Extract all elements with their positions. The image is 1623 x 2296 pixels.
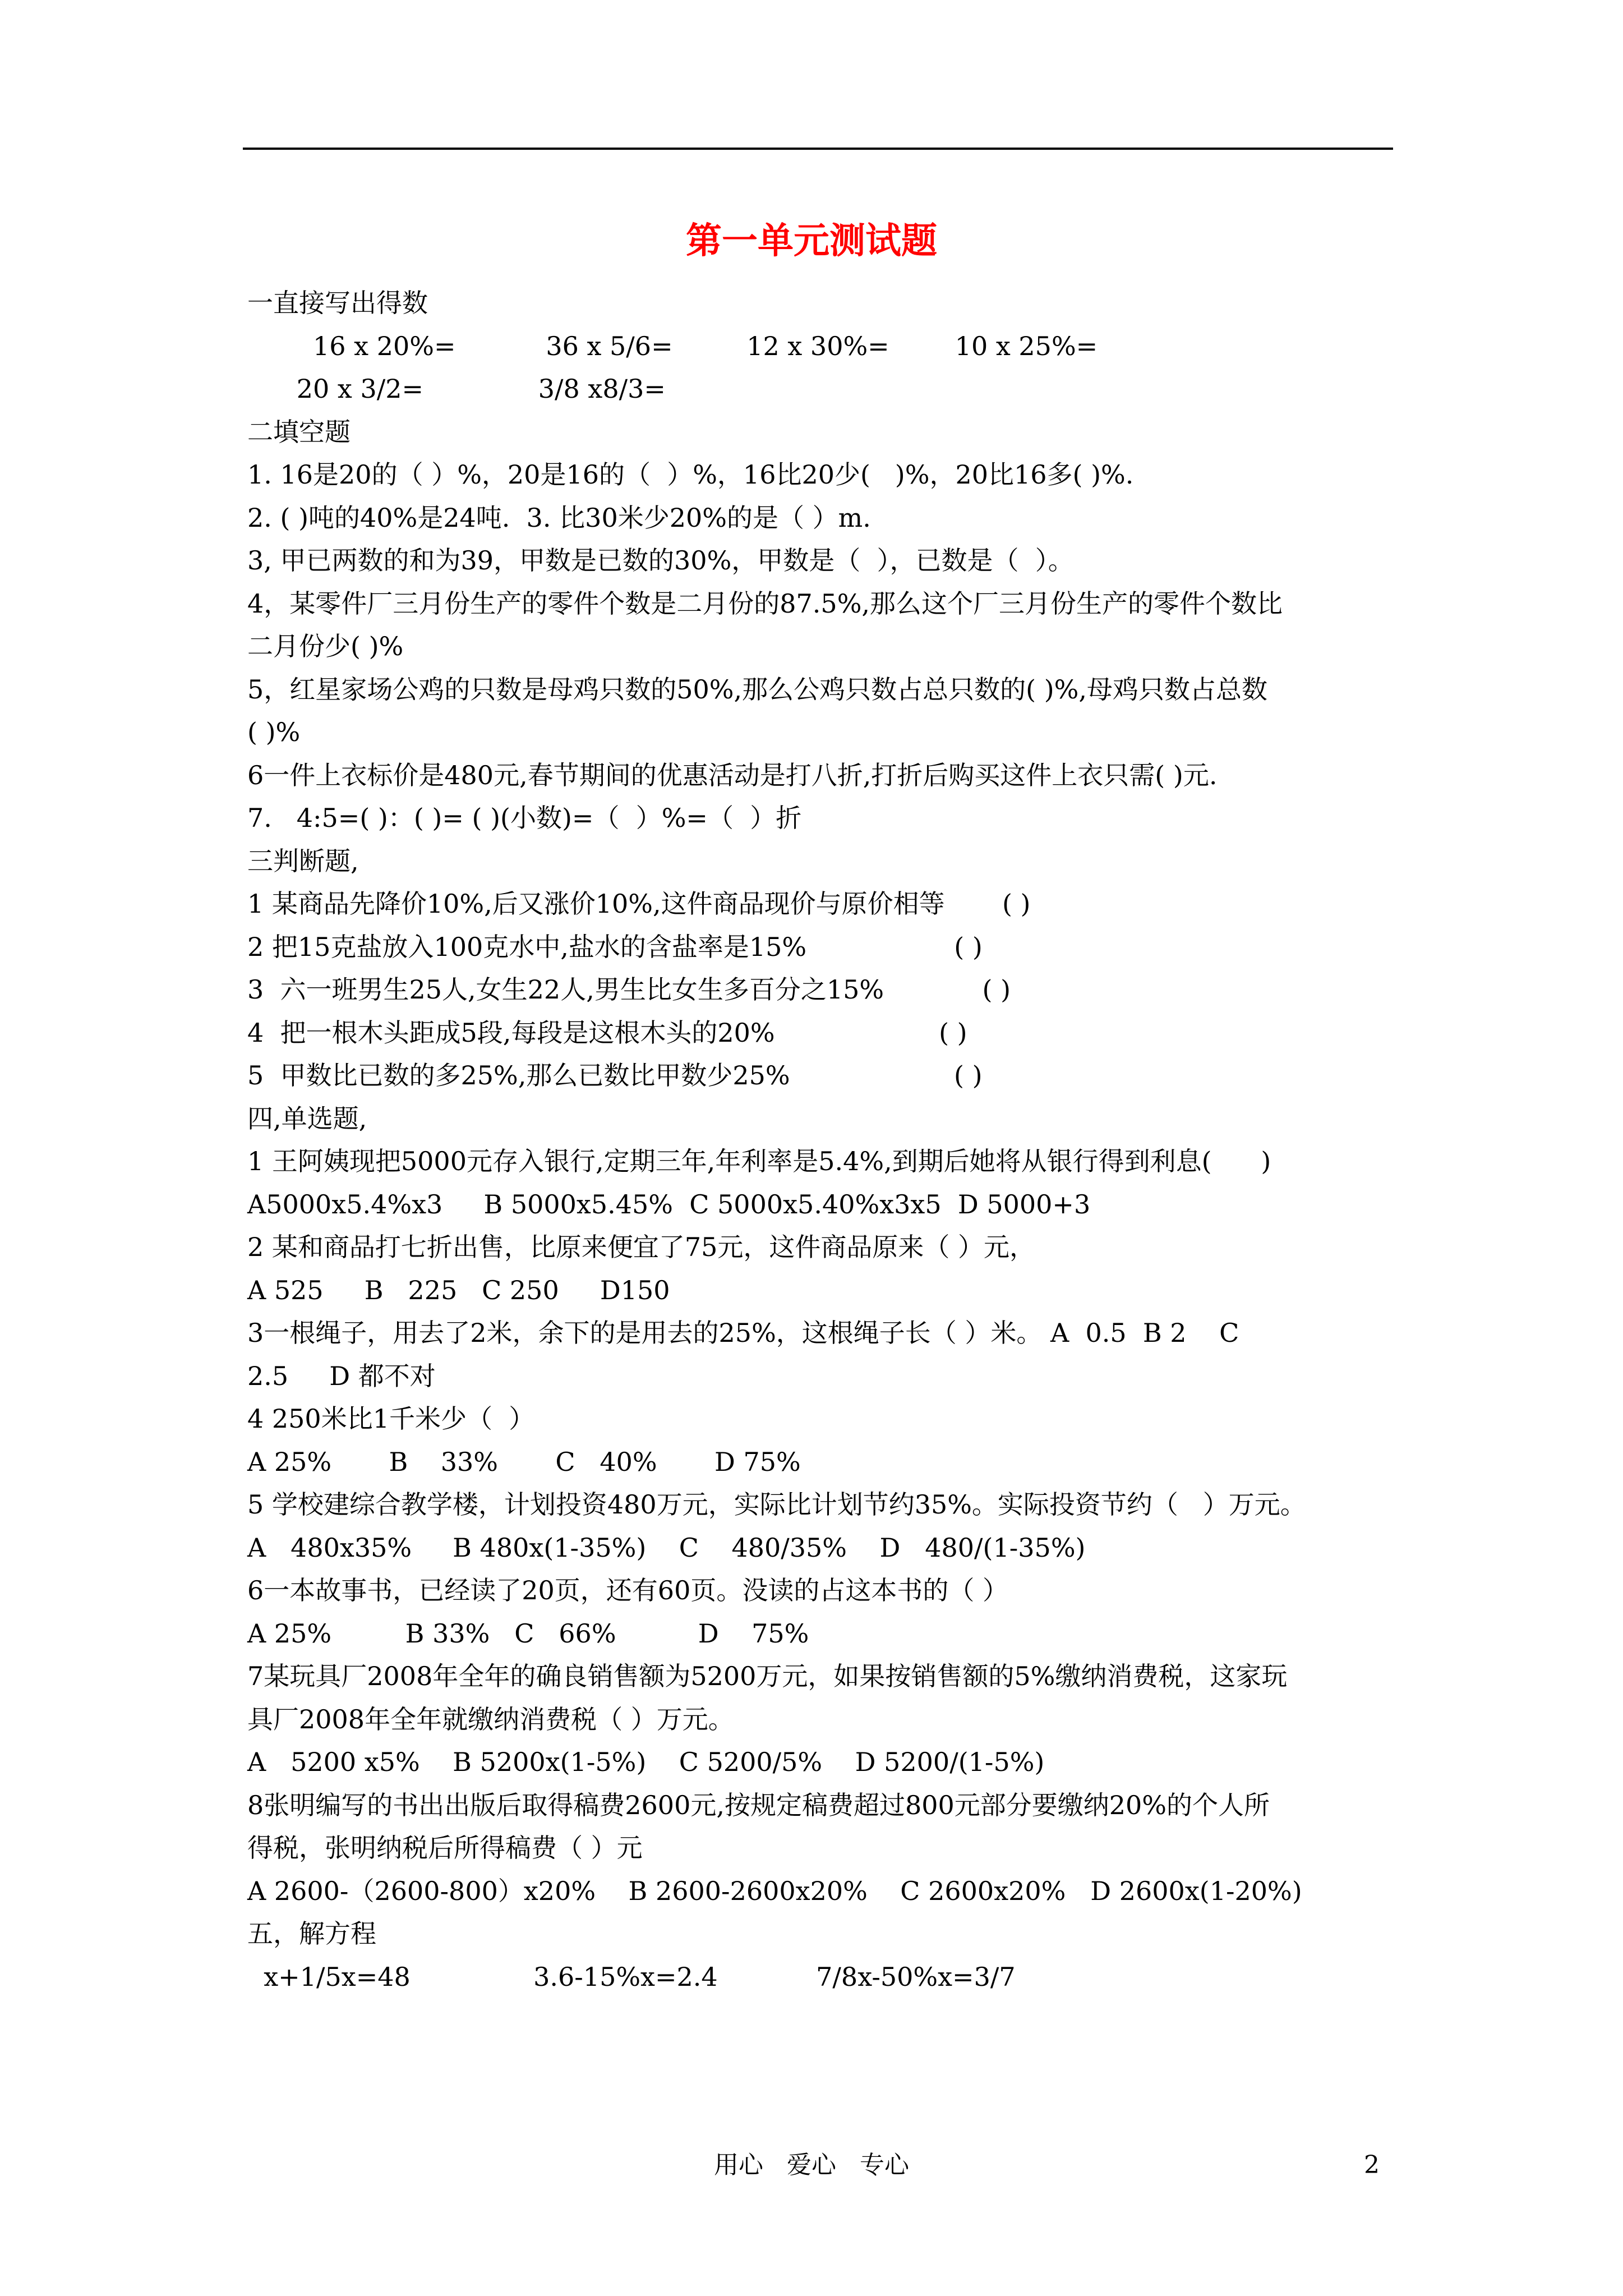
text-line: 20 x 3/2= 3/8 x8/3=: [247, 374, 666, 404]
text-line: 2. ( )吨的40%是24吨. 3. 比30米少20%的是（ ）m.: [247, 502, 871, 533]
text-line: A 25% B 33% C 66% D 75%: [247, 1618, 809, 1649]
section-heading-fill-in: 二填空题: [247, 416, 351, 447]
text-line: 1 某商品先降价10%,后又涨价10%,这件商品现价与原价相等 ( ): [247, 889, 1031, 919]
section-heading-equations: 五，解方程: [247, 1918, 376, 1949]
text-line: A 5200 x5% B 5200x(1-5%) C 5200/5% D 5200/(1-5%): [247, 1747, 1045, 1777]
text-line: A5000x5.4%x3 B 5000x5.45% C 5000x5.40%x3x5 D 5000+3: [247, 1189, 1091, 1220]
text-line: 4 把一根木头距成5段,每段是这根木头的20% ( ): [247, 1017, 967, 1048]
section-heading-direct-answers: 一直接写出得数: [247, 288, 428, 318]
page-number: 2: [1364, 2151, 1380, 2179]
text-line: 4 250米比1千米少（ ）: [247, 1404, 535, 1434]
text-line: 1. 16是20的（ ）%，20是16的（ ）%，16比20少( )%，20比16多( )%.: [247, 459, 1134, 490]
text-line: 具厂2008年全年就缴纳消费税（ ）万元。: [247, 1704, 734, 1734]
text-line: A 25% B 33% C 40% D 75%: [247, 1446, 801, 1477]
text-line: 6一件上衣标价是480元,春节期间的优惠活动是打八折,打折后购买这件上衣只需( )元.: [247, 760, 1218, 790]
text-line: 2.5 D 都不对: [247, 1360, 436, 1391]
text-line: A 480x35% B 480x(1-35%) C 480/35% D 480/(1-35%): [247, 1532, 1086, 1563]
text-line: 7. 4:5=( )：( )= ( )(小数)=（ ）%=（ ）折: [247, 803, 802, 833]
header-rule: [243, 148, 1393, 150]
text-line: 7某玩具厂2008年全年的确良销售额为5200万元，如果按销售额的5%缴纳消费税，这家玩: [247, 1661, 1288, 1691]
text-line: A 2600-（2600-800）x20% B 2600-2600x20% C 2600x20% D 2600x(1-20%): [247, 1875, 1302, 1906]
text-line: 二月份少( )%: [247, 631, 404, 661]
text-line: 3 六一班男生25人,女生22人,男生比女生多百分之15% ( ): [247, 974, 1011, 1005]
document-body: [247, 282, 1408, 1998]
text-line: ( )%: [247, 717, 301, 747]
text-line: 5 甲数比已数的多25%,那么已数比甲数少25% ( ): [247, 1060, 983, 1091]
section-heading-multiple-choice: 四,单选题,: [247, 1103, 367, 1134]
text-line: A 525 B 225 C 250 D150: [247, 1274, 670, 1305]
text-line: 2 把15克盐放入100克水中,盐水的含盐率是15% ( ): [247, 931, 983, 962]
text-line: 1 王阿姨现把5000元存入银行,定期三年,年利率是5.4%,到期后她将从银行得到利息( ): [247, 1146, 1271, 1176]
text-line: 得税，张明纳税后所得稿费（ ）元: [247, 1833, 643, 1863]
text-line: 3, 甲已两数的和为39，甲数是已数的30%，甲数是（ ），已数是（ ）。: [247, 545, 1074, 576]
text-line: 6一本故事书，已经读了20页，还有60页。没读的占这本书的（ ）: [247, 1575, 1008, 1605]
text-line: 16 x 20%= 36 x 5/6= 12 x 30%= 10 x 25%=: [247, 330, 1098, 361]
footer-motto: 用心 爱心 专心: [714, 2151, 909, 2179]
text-line: 5，红星家场公鸡的只数是母鸡只数的50%,那么公鸡只数占总只数的( )%,母鸡只数占总数: [247, 674, 1267, 705]
text-line: 5 学校建综合教学楼，计划投资480万元，实际比计划节约35%。实际投资节约（ ）万元。: [247, 1489, 1306, 1520]
text-line: 8张明编写的书出出版后取得稿费2600元,按规定稿费超过800元部分要缴纳20%的个人所: [247, 1789, 1270, 1820]
text-line: 2 某和商品打七折出售，比原来便宜了75元，这件商品原来（ ）元，: [247, 1232, 1036, 1262]
section-heading-true-false: 三判断题,: [247, 845, 359, 876]
text-line: 4，某零件厂三月份生产的零件个数是二月份的87.5%,那么这个厂三月份生产的零件个数比: [247, 588, 1283, 619]
page-title: 第一单元测试题: [686, 220, 937, 262]
text-line: x+1/5x=48 3.6-15%x=2.4 7/8x-50%x=3/7: [247, 1961, 1016, 1992]
text-line: 3一根绳子，用去了2米，余下的是用去的25%，这根绳子长（ ）米。 A 0.5 B 2 C: [247, 1318, 1239, 1348]
